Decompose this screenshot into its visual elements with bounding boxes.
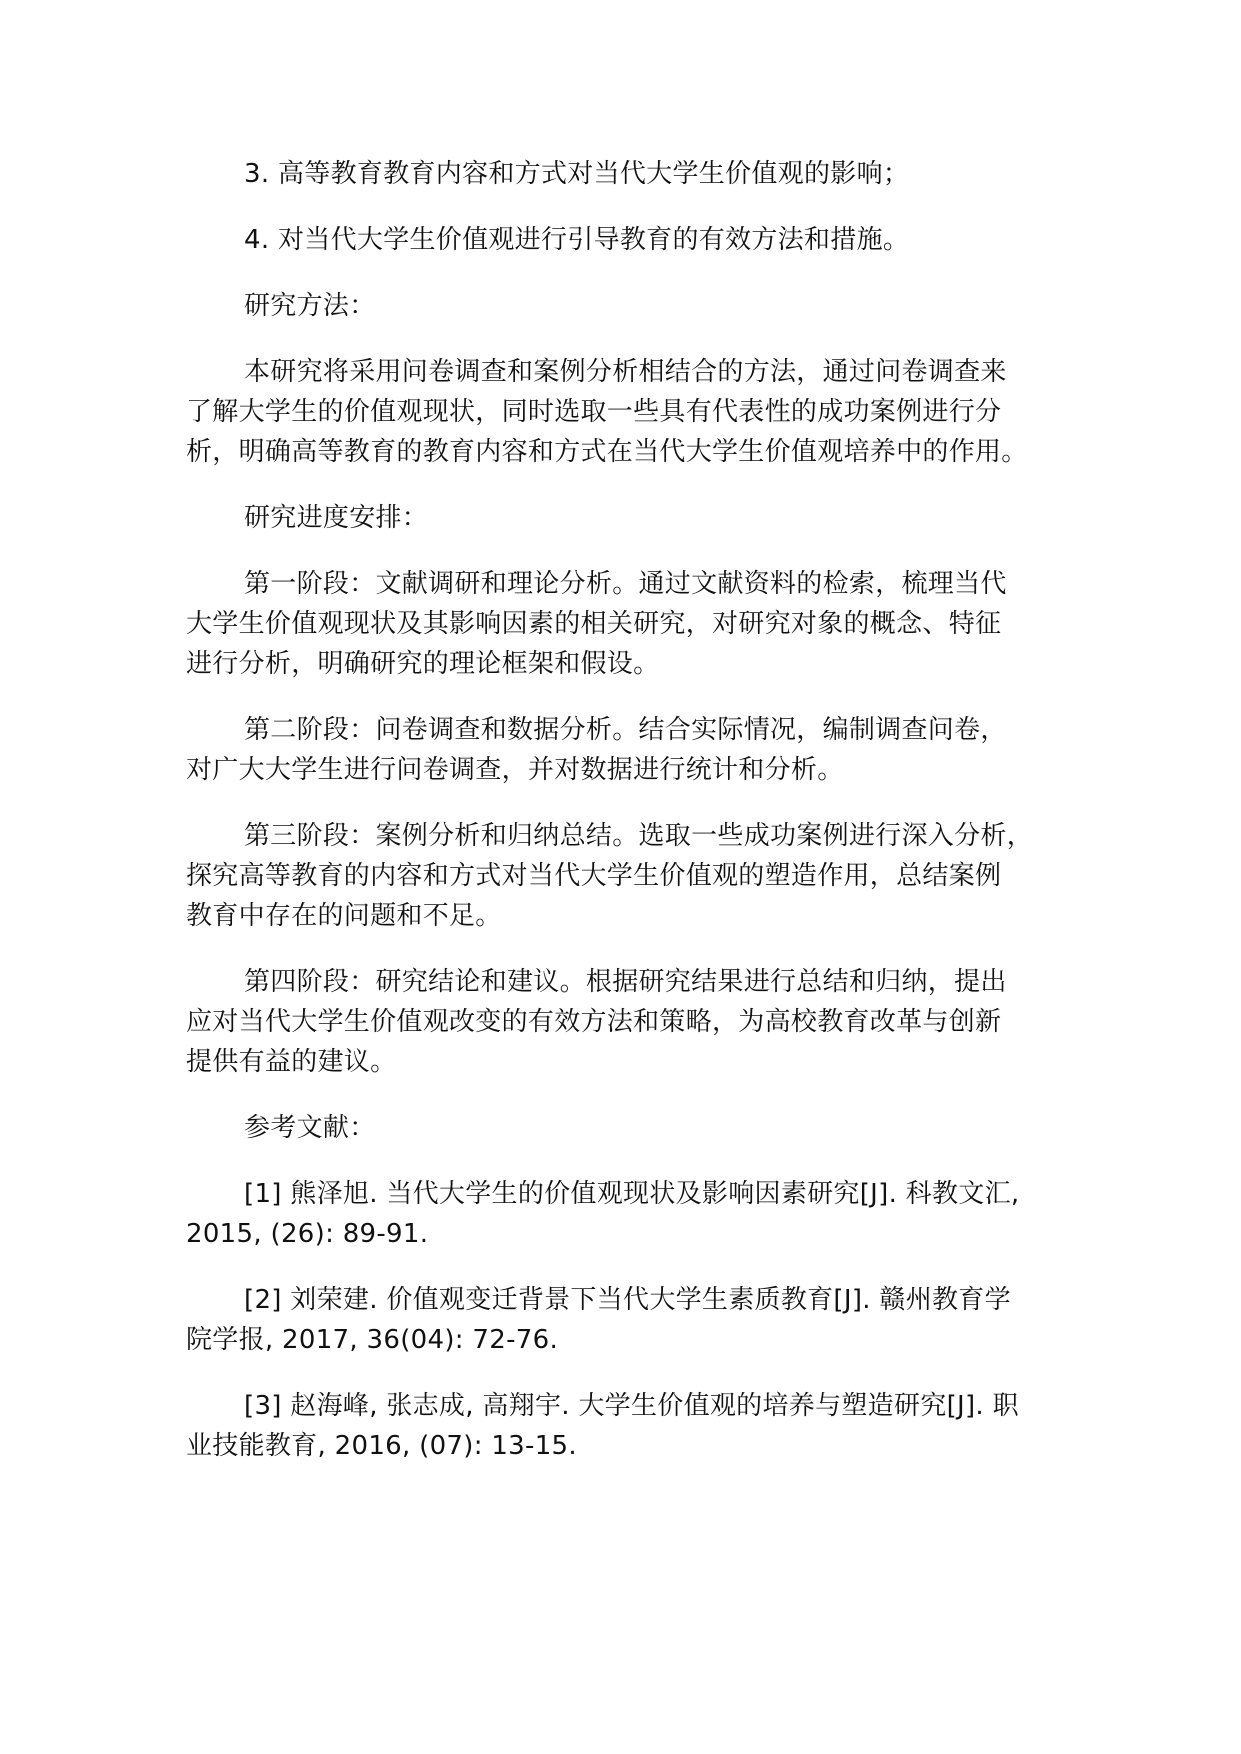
text-line: 2015, (26): 89-91. (186, 1219, 429, 1249)
text-line: 探究高等教育的内容和方式对当代大学生价值观的塑造作用，总结案例 (186, 861, 1002, 891)
heading-text: 研究进度安排： (244, 503, 429, 533)
text-line: 业技能教育, 2016, (07): 13-15. (186, 1431, 577, 1461)
text-line: 教育中存在的问题和不足。 (186, 901, 502, 931)
reference-item (186, 1174, 1086, 1254)
schedule-heading (186, 498, 1086, 538)
methods-heading (186, 286, 1086, 326)
text-line: 第一阶段：文献调研和理论分析。通过文献资料的检索，梳理当代 (244, 569, 1007, 599)
text-line: 第四阶段：研究结论和建议。根据研究结果进行总结和归纳，提出 (244, 967, 1007, 997)
text-line: 4. 对当代大学生价值观进行引导教育的有效方法和措施。 (244, 225, 910, 255)
text-line: 大学生价值观现状及其影响因素的相关研究，对研究对象的概念、特征 (186, 609, 1002, 639)
heading-text: 参考文献： (244, 1113, 376, 1143)
reference-item (186, 1386, 1086, 1466)
text-line: 对广大大学生进行问卷调查，并对数据进行统计和分析。 (186, 755, 844, 785)
stage-paragraph (186, 962, 1086, 1082)
text-line: 进行分析，明确研究的理论框架和假设。 (186, 649, 660, 679)
heading-text: 研究方法： (244, 291, 376, 321)
text-line: 提供有益的建议。 (186, 1047, 397, 1077)
document-body (186, 154, 1086, 1492)
stage-paragraph (186, 710, 1086, 790)
methods-paragraph (186, 352, 1086, 472)
reference-item (186, 1280, 1086, 1360)
text-line: 析，明确高等教育的教育内容和方式在当代大学生价值观培养中的作用。 (186, 437, 1028, 467)
references-heading (186, 1108, 1086, 1148)
text-line: 本研究将采用问卷调查和案例分析相结合的方法，通过问卷调查来 (244, 357, 1007, 387)
stage-paragraph (186, 564, 1086, 684)
text-line: [2] 刘荣建. 价值观变迁背景下当代大学生素质教育[J]. 赣州教育学 (244, 1285, 1011, 1315)
text-line: 应对当代大学生价值观改变的有效方法和策略，为高校教育改革与创新 (186, 1007, 1002, 1037)
text-line: 了解大学生的价值观现状，同时选取一些具有代表性的成功案例进行分 (186, 397, 1002, 427)
stage-paragraph (186, 816, 1086, 936)
text-line: [1] 熊泽旭. 当代大学生的价值观现状及影响因素研究[J]. 科教文汇, (244, 1179, 1020, 1209)
text-line: 第二阶段：问卷调查和数据分析。结合实际情况，编制调查问卷， (244, 715, 1007, 745)
list-item (186, 154, 1086, 194)
list-item (186, 220, 1086, 260)
text-line: 3. 高等教育教育内容和方式对当代大学生价值观的影响； (244, 159, 910, 189)
text-line: 院学报, 2017, 36(04): 72-76. (186, 1325, 559, 1355)
text-line: 第三阶段：案例分析和归纳总结。选取一些成功案例进行深入分析， (244, 821, 1034, 851)
text-line: [3] 赵海峰, 张志成, 高翔宇. 大学生价值观的培养与塑造研究[J]. 职 (244, 1391, 1019, 1421)
research-content-list (186, 154, 1086, 260)
